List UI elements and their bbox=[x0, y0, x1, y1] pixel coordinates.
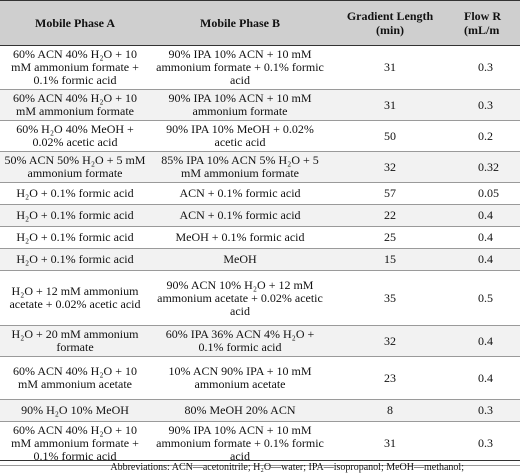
cell-mobile-phase-b: 90% ACN 10% H₂O + 12 mM ammonium acetate + 0.02% acetic acid bbox=[150, 271, 330, 326]
cell-flow-rate: 0.32 bbox=[450, 152, 520, 183]
table-header-row bbox=[0, 1, 520, 46]
cell-mobile-phase-a: H₂O + 0.1% formic acid bbox=[0, 205, 150, 227]
cell-mobile-phase-a: 60% ACN 40% H₂O + 10 mM ammonium formate + 0.1% formic acid bbox=[0, 46, 150, 90]
header-mobile-phase-a: Mobile Phase A bbox=[0, 1, 150, 46]
table-row bbox=[0, 183, 520, 205]
cell-mobile-phase-b: 85% IPA 10% ACN 5% H₂O + 5 mM ammonium formate bbox=[150, 152, 330, 183]
cell-flow-rate: 0.4 bbox=[450, 227, 520, 249]
footnote-text: Abbreviations: ACN—acetonitrile; H₂O—water; IPA—isopropanol; MeOH—methanol; bbox=[110, 462, 464, 473]
table-row bbox=[0, 422, 520, 466]
cell-mobile-phase-b: 90% IPA 10% MeOH + 0.02% acetic acid bbox=[150, 121, 330, 152]
cell-mobile-phase-a: 90% H₂O 10% MeOH bbox=[0, 400, 150, 422]
table-body bbox=[0, 46, 520, 466]
cell-flow-rate: 0.3 bbox=[450, 90, 520, 121]
cell-gradient-length: 23 bbox=[330, 357, 450, 400]
header-flow-rate: Flow R (mL/m bbox=[450, 1, 520, 46]
cell-gradient-length: 15 bbox=[330, 249, 450, 271]
cell-gradient-length: 25 bbox=[330, 227, 450, 249]
cell-gradient-length: 35 bbox=[330, 271, 450, 326]
abbreviations-footnote bbox=[0, 460, 520, 474]
table-row bbox=[0, 152, 520, 183]
cell-flow-rate: 0.3 bbox=[450, 46, 520, 90]
cell-mobile-phase-b: 10% ACN 90% IPA + 10 mM ammonium acetate bbox=[150, 357, 330, 400]
cell-mobile-phase-a: 60% ACN 40% H₂O + 10 mM ammonium formate bbox=[0, 90, 150, 121]
cell-mobile-phase-b: MeOH + 0.1% formic acid bbox=[150, 227, 330, 249]
cell-mobile-phase-b: ACN + 0.1% formic acid bbox=[150, 205, 330, 227]
table-row bbox=[0, 227, 520, 249]
cell-flow-rate: 0.4 bbox=[450, 357, 520, 400]
cell-gradient-length: 8 bbox=[330, 400, 450, 422]
cell-flow-rate: 0.4 bbox=[450, 326, 520, 357]
cell-gradient-length: 50 bbox=[330, 121, 450, 152]
cell-gradient-length: 31 bbox=[330, 90, 450, 121]
cell-mobile-phase-b: MeOH bbox=[150, 249, 330, 271]
cell-gradient-length: 32 bbox=[330, 326, 450, 357]
cell-flow-rate: 0.4 bbox=[450, 249, 520, 271]
header-mobile-phase-b: Mobile Phase B bbox=[150, 1, 330, 46]
cell-gradient-length: 31 bbox=[330, 46, 450, 90]
cell-mobile-phase-b: ACN + 0.1% formic acid bbox=[150, 183, 330, 205]
table-row bbox=[0, 271, 520, 326]
cell-mobile-phase-a: H₂O + 0.1% formic acid bbox=[0, 249, 150, 271]
cell-mobile-phase-a: H₂O + 20 mM ammonium formate bbox=[0, 326, 150, 357]
table-row bbox=[0, 205, 520, 227]
cell-flow-rate: 0.05 bbox=[450, 183, 520, 205]
cell-gradient-length: 22 bbox=[330, 205, 450, 227]
table-row bbox=[0, 46, 520, 90]
cell-gradient-length: 31 bbox=[330, 422, 450, 466]
table-row bbox=[0, 357, 520, 400]
cell-mobile-phase-a: H₂O + 0.1% formic acid bbox=[0, 227, 150, 249]
table-row bbox=[0, 400, 520, 422]
cell-flow-rate: 0.3 bbox=[450, 400, 520, 422]
cell-flow-rate: 0.3 bbox=[450, 422, 520, 466]
cell-mobile-phase-b: 60% IPA 36% ACN 4% H₂O + 0.1% formic acid bbox=[150, 326, 330, 357]
table-row bbox=[0, 121, 520, 152]
cell-mobile-phase-a: H₂O + 12 mM ammonium acetate + 0.02% acetic acid bbox=[0, 271, 150, 326]
cell-gradient-length: 32 bbox=[330, 152, 450, 183]
cell-mobile-phase-b: 90% IPA 10% ACN + 10 mM ammonium formate + 0.1% formic acid bbox=[150, 422, 330, 466]
cell-flow-rate: 0.2 bbox=[450, 121, 520, 152]
cell-mobile-phase-a: 60% ACN 40% H₂O + 10 mM ammonium acetate bbox=[0, 357, 150, 400]
cell-mobile-phase-a: 60% ACN 40% H₂O + 10 mM ammonium formate + 0.1% formic acid bbox=[0, 422, 150, 466]
cell-gradient-length: 57 bbox=[330, 183, 450, 205]
cell-mobile-phase-a: H₂O + 0.1% formic acid bbox=[0, 183, 150, 205]
cell-mobile-phase-a: 60% H₂O 40% MeOH + 0.02% acetic acid bbox=[0, 121, 150, 152]
table-row bbox=[0, 326, 520, 357]
header-gradient-length: Gradient Length (min) bbox=[330, 1, 450, 46]
cell-mobile-phase-b: 90% IPA 10% ACN + 10 mM ammonium formate + 0.1% formic acid bbox=[150, 46, 330, 90]
cell-mobile-phase-b: 80% MeOH 20% ACN bbox=[150, 400, 330, 422]
cell-mobile-phase-a: 50% ACN 50% H₂O + 5 mM ammonium formate bbox=[0, 152, 150, 183]
cell-flow-rate: 0.5 bbox=[450, 271, 520, 326]
table-row bbox=[0, 90, 520, 121]
cell-flow-rate: 0.4 bbox=[450, 205, 520, 227]
table-row bbox=[0, 249, 520, 271]
cell-mobile-phase-b: 90% IPA 10% ACN + 10 mM ammonium formate bbox=[150, 90, 330, 121]
